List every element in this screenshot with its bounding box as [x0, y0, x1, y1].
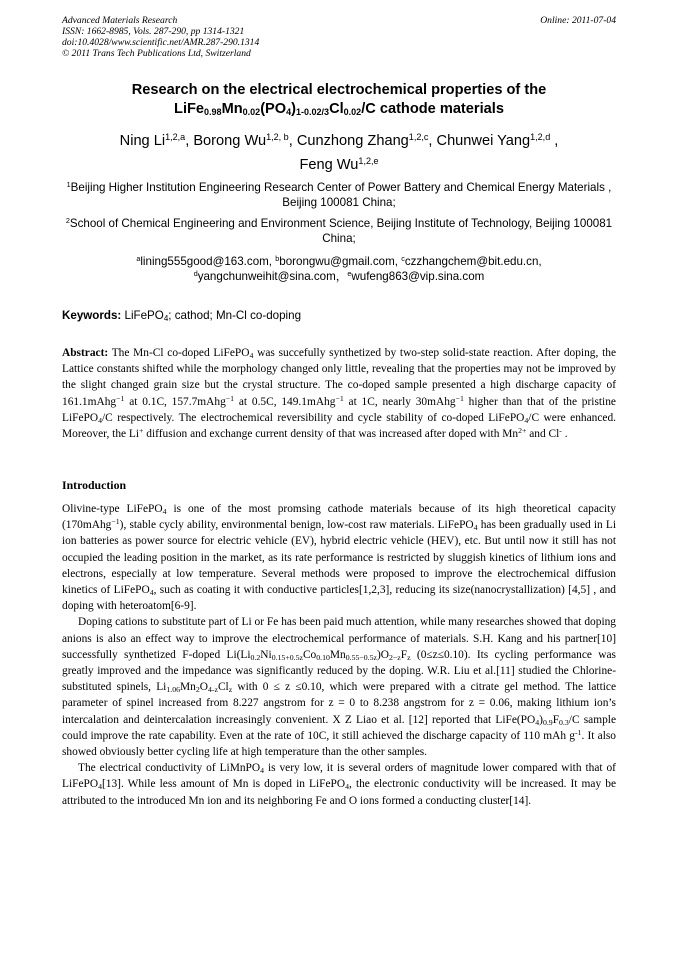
author-chunwei-yang: , Chunwei Yang — [428, 133, 531, 149]
author-list — [62, 129, 616, 177]
email-b: borongwu@gmail.com, — [279, 255, 402, 268]
journal-header — [62, 15, 616, 59]
author-borong-wu: , Borong Wu — [185, 133, 267, 149]
journal-name: Advanced Materials Research — [62, 15, 178, 26]
paper-title — [62, 81, 616, 119]
keywords-label: Keywords: — [62, 309, 122, 322]
intro-paragraph-1: Olivine-type LiFePO$_4$ is one of the most promsing cathode materials because of its high theoretical capacity (170mAhg$^{-1}$), stable cycly ability, environmental benign, low-cost raw materials. LiFePO$_4$ has been gradually used in Li ion batteries as power source for electric vehicle (EV), hybrid electric vehicle (HEV), etc. But until now it still has not occupied the leading position in the market, as its rate performance is restricted by sluggish kinetics of lithium ions and electrons, especially at low temperature. Several methods were proposed to improve the electrochemical diffusion kinetics of LiFePO$_4$, such as coating it with conductive particles[1,2,3], reducing its size(nanocrystallization) [4,5] , and doping with heteroatom[6-9]. — [62, 503, 616, 613]
author-line-2: Feng Wu$^{1,2,e}$ — [299, 156, 379, 173]
author-emails: $^a$lining555good@163.com, $^b$borongwu@gmail.com, $^c$czzhangchem@bit.edu.cn, $^d$yangchunweihit@sina.com，$^e$wufeng863@vip.sina.com — [136, 254, 542, 283]
abstract: Abstract: The Mn-Cl co-doped LiFePO$_4$ was succefully synthetized by two-step solid-state reaction. After doping, the Lattice constants shifted while the morphology changed only little, revealing that the properties may not be improved by the slight changed grain size but the crystal structure. The co-doped sample presented a high discharge capacity of 161.1mAhg$^{-1}$ at 0.1C, 157.7mAhg$^{-1}$ at 0.5C, 149.1mAhg$^{-1}$ at 1C, nearly 30mAhg$^{-1}$ higher than that of the pristine LiFePO$_4$/C respectively. The electrochemical reversibility and cycle stability of co-doped LiFePO$_4$/C were enhanced. Moreover, the Li+ diffusion and exchange current density of that was increased after doped with $Mn^{2+}$ and Cl- . — [62, 347, 616, 441]
author-cunzhong-zhang: , Cunzhong Zhang — [288, 133, 409, 149]
email-e: wufeng863@vip.sina.com — [351, 269, 485, 283]
email-a: lining555good@163.com, — [140, 255, 276, 268]
affiliation-1: $^1$Beijing Higher Institution Engineering Research Center of Power Battery and Chemical Energy Materials , Beijing 100081 China; — [66, 180, 612, 209]
doi-line: doi:10.4028/www.scientific.net/AMR.287-290.1314 — [62, 37, 260, 48]
keywords: Keywords: LiFePO$_4$; cathod; Mn-Cl co-doping — [62, 309, 302, 323]
issn-line: ISSN: 1662-8985, Vols. 287-290, pp 1314-1321 — [62, 26, 245, 37]
intro-paragraph-2: Doping cations to substitute part of Li or Fe has been paid much attention, while many researches showed that doping anions is also an effect way to improve the electrochemical performance of materials. S.H. Kang and his partner[10] successfully synthetized F-doped $Li(Li_{0.2}Ni_{0.15+0.5z}Co_{0.10}Mn_{0.55-0.5z})O_{2-z}F_z$ (0≤z≤0.10). Its cycling performance was greatly improved and the impedance was significantly reduced by the doping. W.R. Liu et al.[11] studied the Chlorine-substituted spinels, $Li_{1.06}Mn_2O_{4-z}Cl_z$ with 0 ≤ z ≤0.10, which were prepared with a citrate gel method. The lattice parameter of spinel increased from 8.227 angstrom for z = 0 to 8.238 angstrom for z = 0.06, making lithium ion’s intercalation and deintercalation increasingly convenient. X Z Liao et al. [12] reported that $LiFe(PO_4)_{0.9}F_{0.3}/C$ sample could improve the rate capability. Even at the rate of 10C, it still achieved the discharge capacity of 110 mAh $g^{-1}$. It also showed obviously better cycling life at high temperature than the other samples. — [62, 616, 617, 759]
introduction-body — [62, 501, 616, 809]
affiliation-2: $^2$School of Chemical Engineering and Environment Science, Beijing Institute of Technology, Beijing 100081 China; — [65, 216, 613, 245]
author-feng-wu: Feng Wu — [299, 157, 359, 173]
title-line-2: $LiFe_{0.98}Mn_{0.02}(PO_4)_{1-0.02/3}Cl_{0.02}/C$ cathode materials — [174, 101, 504, 117]
intro-paragraph-3: The electrical conductivity of LiMnPO$_4$ is very low, it is several orders of magnitude lower compared with that of LiFePO$_4$[13]. While less amount of Mn is doped in LiFePO$_4$, the electronic conductivity will be increased. It may be attributed to the introduced Mn ion and its neighboring Fe and O ions formed a conducting cluster[14]. — [62, 762, 616, 807]
author-line-1: Ning Li$^{1,2,a}$, Borong Wu$^{1,2, b}$, Cunzhong Zhang$^{1,2,c}$, Chunwei Yang$^{1,2,d}$ , — [119, 132, 559, 149]
introduction-heading: Introduction — [62, 478, 127, 492]
email-c: czzhangchem@bit.edu.cn, — [404, 255, 542, 268]
title-line-1: Research on the electrical electrochemical properties of the — [131, 82, 547, 98]
email-d: yangchunweihit@sina.com， — [197, 269, 348, 283]
online-date: Online: 2011-07-04 — [540, 15, 616, 26]
abstract-label: Abstract: — [62, 347, 109, 359]
author-ning-li: Ning Li — [119, 133, 166, 149]
copyright-line: © 2011 Trans Tech Publications Ltd, Switzerland — [62, 48, 251, 59]
